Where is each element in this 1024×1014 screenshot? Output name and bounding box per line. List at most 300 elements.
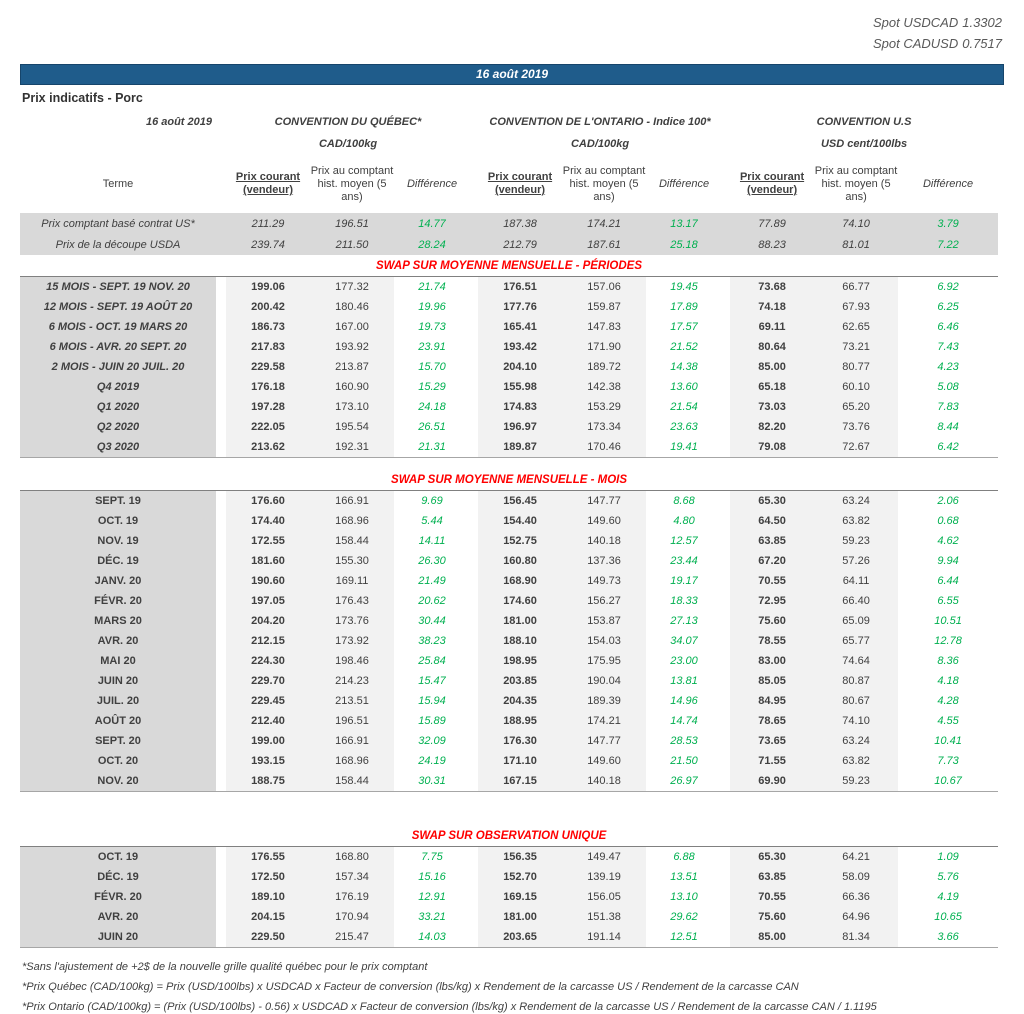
prix-comptant-cell: 73.21 [814,337,898,357]
prix-courant-cell: 65.30 [730,847,814,868]
spacer-cell [20,458,998,473]
difference-cell: 14.96 [670,695,698,707]
terme-header: Terme [102,177,134,190]
difference-cell: 7.22 [898,234,998,255]
difference-cell: 7.75 [421,851,443,863]
table-row [20,213,998,234]
prix-courant-cell: 83.00 [730,651,814,671]
prix-courant-cell: 72.95 [730,591,814,611]
column-gap [722,531,730,551]
terme-cell: FÉVR. 20 [20,887,216,907]
table-row [20,511,998,531]
terme-cell: SEPT. 19 [20,491,216,512]
prix-comptant-cell: 192.31 [310,437,394,458]
difference-cell: 33.21 [418,911,446,923]
column-gap [722,417,730,437]
terme-cell: NOV. 19 [20,531,216,551]
prix-comptant-cell: 80.77 [814,357,898,377]
prix-courant-cell: 199.00 [226,731,310,751]
table-row [20,651,998,671]
prix-courant-cell: 188.75 [226,771,310,792]
column-gap [216,133,226,155]
prix-comptant-cell: 213.51 [310,691,394,711]
prix-courant-cell: 64.50 [730,511,814,531]
prix-comptant-cell: 187.61 [562,234,646,255]
table-row [20,611,998,631]
prix-comptant-cell: 170.46 [562,437,646,458]
difference-cell: 38.23 [418,635,446,647]
prix-courant-cell: 70.55 [730,571,814,591]
prix-courant-header-line1: Prix courant [235,171,301,183]
prix-courant-cell: 78.65 [730,711,814,731]
column-gap [216,591,226,611]
column-gap [470,731,478,751]
column-gap [470,377,478,397]
prix-comptant-cell: 140.18 [562,531,646,551]
prix-courant-header-line1: Prix courant [739,171,805,183]
difference-cell: 7.43 [937,341,959,353]
prix-courant-header-line2: (vendeur) [242,184,294,196]
prix-comptant-cell: 166.91 [310,731,394,751]
prix-comptant-cell: 67.93 [814,297,898,317]
prix-comptant-cell: 167.00 [310,317,394,337]
column-gap [722,671,730,691]
difference-cell: 13.10 [670,891,698,903]
prix-courant-cell: 154.40 [478,511,562,531]
table-row [20,907,998,927]
prix-courant-cell: 193.15 [226,751,310,771]
column-gap [722,357,730,377]
prix-courant-cell: 63.85 [730,531,814,551]
prix-comptant-cell: 81.01 [814,234,898,255]
group-title-ontario: CONVENTION DE L'ONTARIO - Indice 100* [489,116,711,128]
prix-courant-cell: 152.75 [478,531,562,551]
section-title-cell: SWAP SUR MOYENNE MENSUELLE - MOIS [20,472,998,491]
difference-cell: 3.79 [898,213,998,234]
prix-courant-header [226,155,310,213]
column-gap [216,337,226,357]
difference-cell: 12.57 [670,535,698,547]
table-row [20,531,998,551]
terme-cell: DÉC. 19 [20,867,216,887]
column-gap [470,531,478,551]
prix-comptant-cell: 180.46 [310,297,394,317]
prix-comptant-cell: 158.44 [310,531,394,551]
prix-courant-cell: 212.79 [478,234,562,255]
column-gap [722,397,730,417]
terme-cell: Q3 2020 [20,437,216,458]
column-gap [216,234,226,255]
prix-courant-cell: 156.35 [478,847,562,868]
prix-courant-cell: 181.00 [478,907,562,927]
prix-courant-cell: 85.00 [730,927,814,948]
prix-courant-cell: 199.06 [226,277,310,298]
prix-comptant-cell: 147.77 [562,731,646,751]
table-row [20,297,998,317]
table-row [20,437,998,458]
prix-comptant-cell: 157.06 [562,277,646,298]
prix-comptant-cell: 63.82 [814,511,898,531]
prix-comptant-cell: 176.43 [310,591,394,611]
column-gap [470,317,478,337]
prix-comptant-cell: 139.19 [562,867,646,887]
prix-courant-cell: 204.20 [226,611,310,631]
prix-courant-cell: 85.05 [730,671,814,691]
prix-courant-cell: 160.80 [478,551,562,571]
column-gap [216,651,226,671]
table-row [20,337,998,357]
prix-comptant-cell: 196.51 [310,213,394,234]
prix-courant-cell: 80.64 [730,337,814,357]
difference-cell: 21.54 [670,401,698,413]
prix-courant-cell: 229.70 [226,671,310,691]
prix-comptant-cell: 157.34 [310,867,394,887]
prix-courant-cell: 73.65 [730,731,814,751]
difference-cell: 18.33 [670,595,698,607]
terme-cell: Prix de la découpe USDA [20,234,216,255]
difference-cell: 20.62 [418,595,446,607]
prix-comptant-cell: 175.95 [562,651,646,671]
prix-comptant-cell: 154.03 [562,631,646,651]
column-gap [722,691,730,711]
prix-comptant-cell: 160.90 [310,377,394,397]
prix-comptant-cell: 73.76 [814,417,898,437]
difference-header: Différence [922,177,974,190]
column-gap [722,133,730,155]
difference-cell: 7.83 [937,401,959,413]
prix-courant-cell: 155.98 [478,377,562,397]
difference-cell: 13.81 [670,675,698,687]
difference-cell: 14.38 [670,361,698,373]
column-gap [470,591,478,611]
spot-usdcad [20,12,1002,33]
terme-cell: MARS 20 [20,611,216,631]
column-gap [722,847,730,868]
difference-cell: 30.44 [418,615,446,627]
difference-cell: 28.24 [394,234,470,255]
prix-comptant-cell: 59.23 [814,771,898,792]
prix-courant-cell: 156.45 [478,491,562,512]
prix-courant-cell: 189.10 [226,887,310,907]
table-row [20,317,998,337]
prix-comptant-cell: 149.47 [562,847,646,868]
prix-courant-cell: 176.18 [226,377,310,397]
column-gap [216,213,226,234]
prix-comptant-cell: 170.94 [310,907,394,927]
prix-comptant-cell: 80.67 [814,691,898,711]
prix-courant-header [478,155,562,213]
table-row [20,277,998,298]
difference-cell: 6.42 [898,437,998,458]
section-gap [20,458,998,473]
column-gap [722,111,730,133]
table-row [20,591,998,611]
prix-comptant-cell: 195.54 [310,417,394,437]
prix-courant-cell: 198.95 [478,651,562,671]
column-gap [470,867,478,887]
difference-cell: 8.44 [937,421,959,433]
difference-cell: 4.55 [937,715,959,727]
prix-comptant-cell: 168.80 [310,847,394,868]
difference-cell: 15.94 [418,695,446,707]
prix-courant-cell: 189.87 [478,437,562,458]
column-gap [722,297,730,317]
terme-cell: 6 MOIS - AVR. 20 SEPT. 20 [20,337,216,357]
prix-comptant-cell: 211.50 [310,234,394,255]
prix-comptant-cell: 66.36 [814,887,898,907]
prix-comptant-cell: 153.29 [562,397,646,417]
table-row [20,711,998,731]
column-gap [722,751,730,771]
difference-cell: 8.36 [937,655,959,667]
prix-comptant-cell: 156.27 [562,591,646,611]
column-gap [216,155,226,213]
terme-cell: FÉVR. 20 [20,591,216,611]
section-header-row [20,472,998,491]
column-gap [722,551,730,571]
column-gap [216,847,226,868]
table-row [20,731,998,751]
difference-cell: 24.18 [418,401,446,413]
prix-courant-cell: 77.89 [730,213,814,234]
difference-cell: 28.53 [670,735,698,747]
prix-comptant-cell: 196.51 [310,711,394,731]
prix-comptant-cell: 168.96 [310,751,394,771]
section-header-row [20,258,998,277]
difference-cell: 3.66 [898,927,998,948]
prix-courant-cell: 69.90 [730,771,814,792]
prix-comptant-cell: 149.73 [562,571,646,591]
prix-courant-cell: 229.45 [226,691,310,711]
difference-cell: 19.45 [670,281,698,293]
terme-cell: JUIN 20 [20,927,216,948]
difference-cell: 23.00 [670,655,698,667]
column-gap [470,417,478,437]
difference-cell: 4.28 [937,695,959,707]
difference-cell: 17.89 [670,301,698,313]
prix-courant-cell: 75.60 [730,611,814,631]
prix-comptant-cell: 168.96 [310,511,394,531]
column-gap [470,357,478,377]
difference-cell: 4.80 [673,515,695,527]
difference-cell: 23.63 [670,421,698,433]
column-gap [216,867,226,887]
terme-cell: JANV. 20 [20,571,216,591]
terme-cell: OCT. 19 [20,511,216,531]
prix-courant-cell: 174.40 [226,511,310,531]
column-gap [722,651,730,671]
difference-cell: 23.91 [418,341,446,353]
column-gap [216,111,226,133]
column-gap [470,155,478,213]
difference-cell: 19.96 [418,301,446,313]
difference-cell: 1.09 [937,851,959,863]
prix-courant-cell: 88.23 [730,234,814,255]
difference-cell: 13.17 [646,213,722,234]
prix-courant-header-line2: (vendeur) [746,184,798,196]
table-row [20,631,998,651]
table-row [20,491,998,512]
difference-cell: 4.62 [937,535,959,547]
difference-cell: 14.11 [418,535,446,547]
prix-comptant-cell: 137.36 [562,551,646,571]
prix-comptant-cell: 176.19 [310,887,394,907]
difference-cell: 12.91 [418,891,446,903]
column-gap [470,847,478,868]
prix-courant-cell: 171.10 [478,751,562,771]
difference-cell: 9.94 [937,555,959,567]
footnotes [20,948,1004,1014]
prix-comptant-cell: 142.38 [562,377,646,397]
prix-comptant-header: Prix au comptant hist. moyen (5 ans) [562,164,646,203]
prix-courant-cell: 187.38 [478,213,562,234]
prix-courant-cell: 188.95 [478,711,562,731]
column-gap [216,511,226,531]
column-gap [470,511,478,531]
difference-cell: 19.17 [670,575,698,587]
prix-courant-header [730,155,814,213]
prix-comptant-cell: 59.23 [814,531,898,551]
column-gap [216,771,226,792]
column-gap [722,511,730,531]
column-gap [470,397,478,417]
prix-courant-cell: 200.42 [226,297,310,317]
prix-comptant-cell: 64.96 [814,907,898,927]
difference-cell: 14.77 [394,213,470,234]
prix-comptant-cell: 65.20 [814,397,898,417]
section-gap [20,792,998,829]
column-gap [216,731,226,751]
unit-us: USD cent/100lbs [820,138,908,150]
prix-courant-cell: 196.97 [478,417,562,437]
difference-cell: 23.44 [670,555,698,567]
column-gap [722,277,730,298]
difference-header: Différence [406,177,458,190]
prix-comptant-cell: 155.30 [310,551,394,571]
terme-cell: 12 MOIS - SEPT. 19 AOÛT 20 [20,297,216,317]
spot-cadusd-label: Spot CADUSD [872,36,959,51]
prix-courant-cell: 73.03 [730,397,814,417]
prix-courant-header-line1: Prix courant [487,171,553,183]
prix-courant-cell: 203.85 [478,671,562,691]
prix-comptant-cell: 190.04 [562,671,646,691]
prix-comptant-cell: 156.05 [562,887,646,907]
column-gap [470,751,478,771]
column-gap [470,234,478,255]
prix-courant-cell: 212.15 [226,631,310,651]
prix-courant-cell: 204.15 [226,907,310,927]
column-gap [470,437,478,458]
terme-cell: 15 MOIS - SEPT. 19 NOV. 20 [20,277,216,298]
prix-courant-cell: 239.74 [226,234,310,255]
prix-courant-cell: 181.60 [226,551,310,571]
difference-cell: 21.49 [418,575,446,587]
spot-usdcad-value: 1.3302 [962,15,1002,30]
column-gap [216,671,226,691]
table-row [20,377,998,397]
prix-courant-cell: 63.85 [730,867,814,887]
prix-courant-cell: 224.30 [226,651,310,671]
prix-comptant-cell: 166.91 [310,491,394,512]
section-title-cell: SWAP SUR MOYENNE MENSUELLE - PÉRIODES [20,258,998,277]
table-row [20,847,998,868]
prix-comptant-cell: 177.32 [310,277,394,298]
footnote: *Prix Ontario (CAD/100kg) = (Prix (USD/100lbs) - 0.56) x USDCAD x Facteur de conversion (lbs/kg) x Rendement de la carcasse US / Rendement de la carcasse CAN / 1.1195 [22,1001,877,1013]
prix-comptant-cell: 74.10 [814,711,898,731]
column-gap [722,377,730,397]
prix-comptant-cell: 193.92 [310,337,394,357]
prix-courant-cell: 79.08 [730,437,814,458]
difference-cell: 6.25 [937,301,959,313]
prix-courant-cell: 176.60 [226,491,310,512]
difference-cell: 9.69 [421,495,443,507]
column-gap [216,887,226,907]
terme-cell: OCT. 20 [20,751,216,771]
prix-comptant-header: Prix au comptant hist. moyen (5 ans) [814,164,898,203]
spot-usdcad-label: Spot USDCAD [872,15,959,30]
table-row [20,771,998,792]
column-gap [216,551,226,571]
column-gap [216,611,226,631]
column-gap [470,277,478,298]
prix-courant-cell: 188.10 [478,631,562,651]
terme-cell: Q4 2019 [20,377,216,397]
column-gap [470,491,478,512]
prix-comptant-cell: 66.40 [814,591,898,611]
prix-comptant-cell: 60.10 [814,377,898,397]
column-gap [470,691,478,711]
column-gap [216,397,226,417]
prix-courant-cell: 176.55 [226,847,310,868]
difference-cell: 15.29 [418,381,446,393]
column-gap [216,297,226,317]
terme-cell: Q1 2020 [20,397,216,417]
column-gap [722,927,730,948]
difference-cell: 25.18 [646,234,722,255]
difference-cell: 32.09 [418,735,446,747]
difference-cell: 17.57 [670,321,698,333]
difference-cell: 15.47 [418,675,446,687]
column-gap [722,213,730,234]
terme-cell: SEPT. 20 [20,731,216,751]
prix-comptant-cell: 189.72 [562,357,646,377]
spacer-cell [20,792,998,829]
group-title-us: CONVENTION U.S [816,116,912,128]
difference-cell: 13.51 [670,871,698,883]
prix-courant-cell: 197.28 [226,397,310,417]
section-header-row [20,828,998,847]
column-gap [722,437,730,458]
prix-courant-cell: 74.18 [730,297,814,317]
column-gap [470,111,478,133]
spot-cadusd [20,33,1002,54]
prix-courant-cell: 186.73 [226,317,310,337]
prix-courant-cell: 69.11 [730,317,814,337]
terme-cell: 6 MOIS - OCT. 19 MARS 20 [20,317,216,337]
column-gap [722,571,730,591]
prix-comptant-cell: 74.10 [814,213,898,234]
prix-comptant-cell: 174.21 [562,711,646,731]
prix-comptant-cell: 64.11 [814,571,898,591]
difference-cell: 0.68 [937,515,959,527]
difference-cell: 4.18 [937,675,959,687]
prix-comptant-cell: 171.90 [562,337,646,357]
column-gap [722,631,730,651]
prix-comptant-cell: 147.77 [562,491,646,512]
terme-cell: DÉC. 19 [20,551,216,571]
prix-comptant-cell: 62.65 [814,317,898,337]
prix-courant-cell: 167.15 [478,771,562,792]
